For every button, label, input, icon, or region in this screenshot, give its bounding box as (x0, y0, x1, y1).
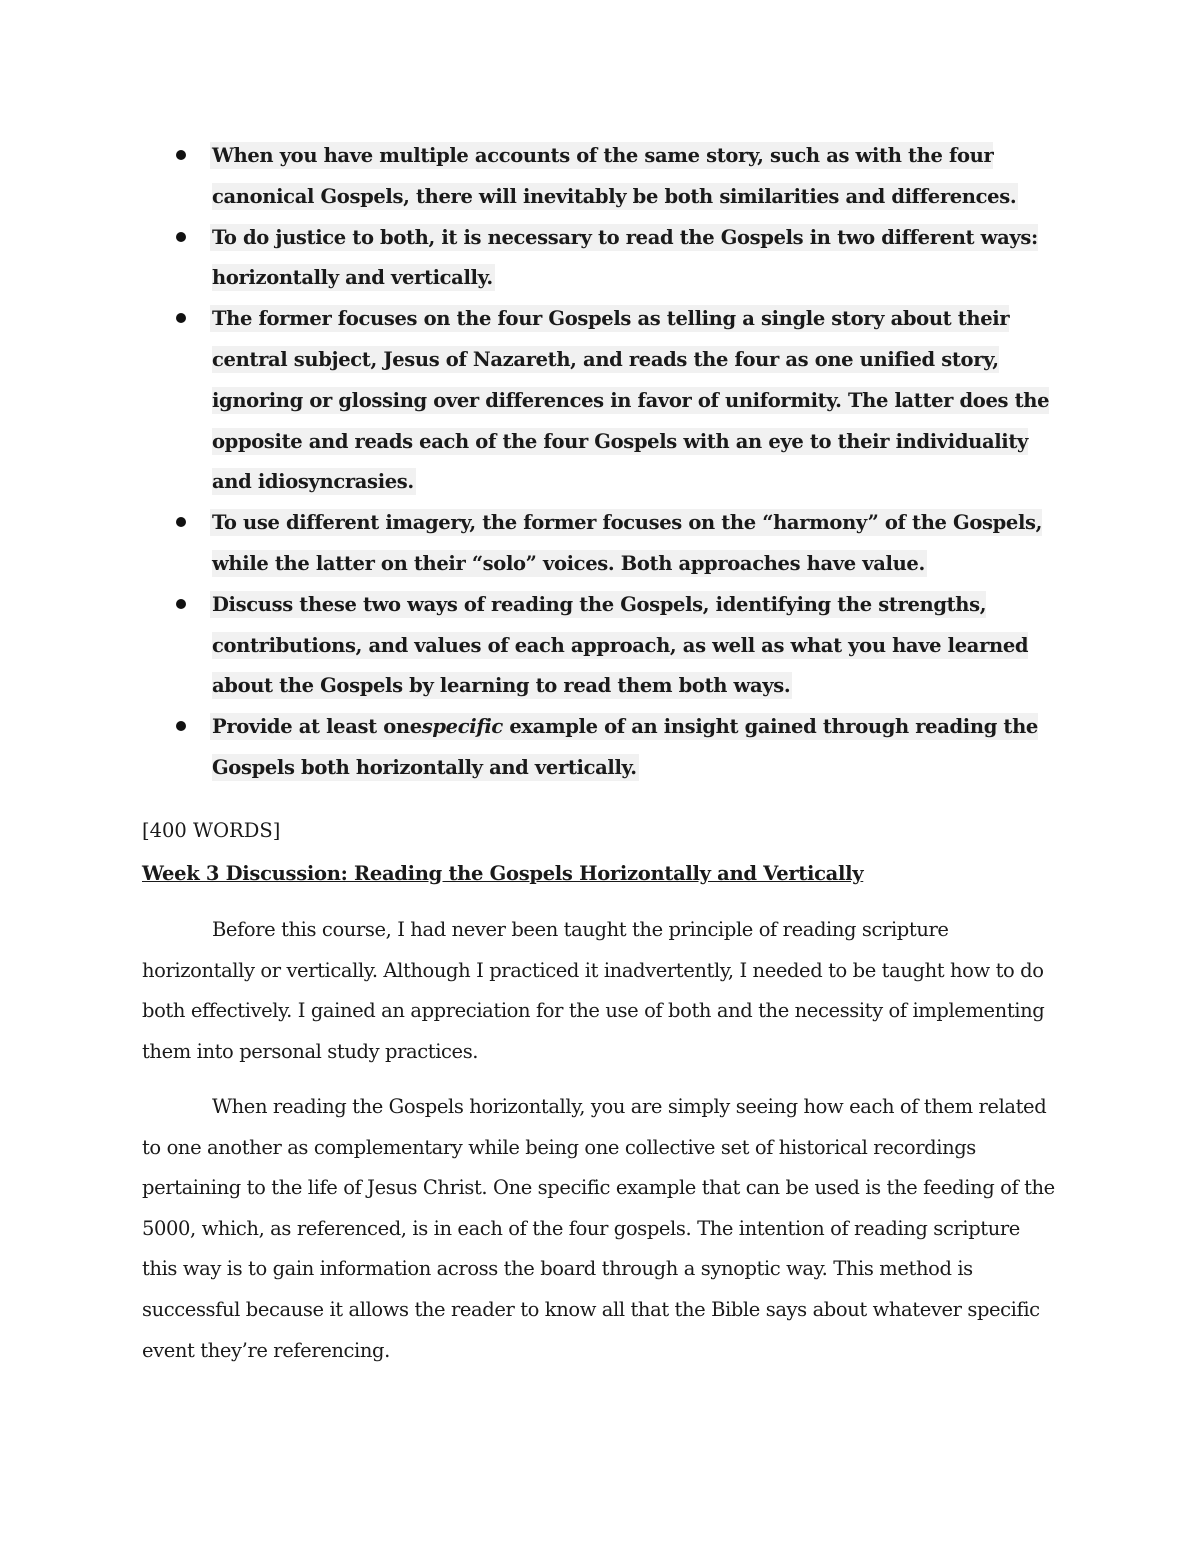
bullet-text-emphasis: specific (421, 715, 503, 739)
bullet-item (212, 299, 1072, 503)
word-count-label: [400 WORDS] (142, 819, 281, 842)
bullet-item (212, 707, 1072, 789)
bullet-item (212, 218, 1072, 300)
bullet-item (212, 136, 1072, 218)
bullet-dot-icon (176, 150, 186, 160)
bullet-text: To use different imagery, the former focuses on the “harmony” of the Gospels, while the latter on their “solo” voices. Both approaches have value. (212, 511, 1043, 575)
bullet-dot-icon (176, 232, 186, 242)
bullet-text (212, 715, 1038, 779)
bullet-item (212, 503, 1072, 585)
bullet-dot-icon (176, 721, 186, 731)
bullet-text-before: Provide at least one (212, 715, 422, 739)
bullet-text: The former focuses on the four Gospels as telling a single story about their central subject, Jesus of Nazareth, and reads the four as one unified story, ignoring or glossing over differences in favor of uniformity. The latter does the opposite and reads each of the four Gospels with an eye to their individuality and idiosyncrasies. (212, 307, 1050, 494)
bullet-text-after: example of an insight gained through reading the Gospels both horizontally and vertically. (212, 715, 1038, 779)
bullet-text: When you have multiple accounts of the same story, such as with the four canonical Gospels, there will inevitably be both similarities and differences. (212, 144, 1017, 208)
bullet-dot-icon (176, 599, 186, 609)
prompt-bullet-list (212, 136, 1072, 789)
discussion-title: Week 3 Discussion: Reading the Gospels Horizontally and Vertically (142, 862, 864, 885)
bullet-text: To do justice to both, it is necessary to read the Gospels in two different ways: horizontally and vertically. (212, 225, 1038, 290)
bullet-dot-icon (176, 517, 186, 527)
body-paragraph: Before this course, I had never been taught the principle of reading scripture horizontally or vertically. Although I practiced it inadvertently, I needed to be taught how to do both effectively. I gained an appreciation for the use of both and the necessity of implementing them into personal study practices. (142, 918, 1045, 1063)
body-paragraph: When reading the Gospels horizontally, you are simply seeing how each of them related to one another as complementary while being one collective set of historical recordings pertaining to the life of Jesus Christ. One specific example that can be used is the feeding of the 5000, which, as referenced, is in each of the four gospels. The intention of reading scripture this way is to gain information across the board through a synoptic way. This method is successful because it allows the reader to know all that the Bible says about whatever specific event they’re referencing. (142, 1095, 1055, 1362)
bullet-text: Discuss these two ways of reading the Gospels, identifying the strengths, contributions, and values of each approach, as well as what you have learned about the Gospels by learning to read them both ways. (212, 592, 1029, 698)
bullet-dot-icon (176, 313, 186, 323)
bullet-item (212, 585, 1072, 707)
